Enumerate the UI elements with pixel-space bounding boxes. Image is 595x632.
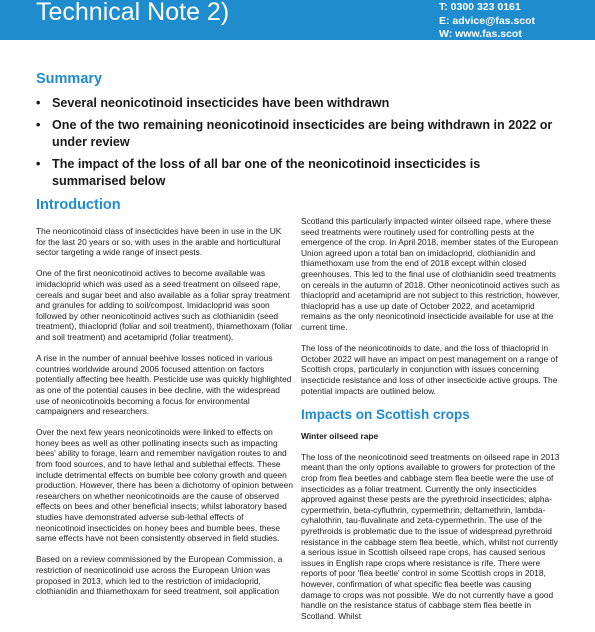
impacts-heading: Impacts on Scottish crops xyxy=(301,406,470,422)
bullet-icon: • xyxy=(36,157,41,171)
summary-bullet-list xyxy=(36,95,556,195)
introduction-heading: Introduction xyxy=(36,197,121,213)
intro-paragraph: The loss of the neonicotinoids to date, and the loss of thiacloprid in October 2022 will have an impact on pest management on a range of Scottish crops, particularly in conjunction with issues concerning insecticide resistance and loss of other insecticide active groups. The potential impacts are outlined below. xyxy=(301,343,558,396)
intro-paragraph: The neonicotinoid class of insecticides have been in use in the UK for the last 20 years or so, with uses in the arable and horticultural sector targeting a wide range of insect pests. xyxy=(36,226,282,258)
contact-block xyxy=(439,1,535,42)
bullet-icon: • xyxy=(36,96,41,110)
intro-paragraph: Scotland this particularly impacted winter oilseed rape, where these seed treatments were routinely used for controlling pests at the emergence of the crop. In April 2018, member states of the European Union agreed upon a total ban on imidacloprid, clothianidin and thiamethoxam use from the end of 2018 except within closed greenhouses. This led to the final use of clothianidin seed treatments on cereals in the autumn of 2018. Other neonicotinoid actives such as thiacloprid and acetamiprid are not subject to this restriction, however, thiacloprid has a use up date of October 2022, and acetamiprid remains as the only neonicotinoid insecticide available for use at the current time. xyxy=(301,216,560,332)
page-title: Technical Note 2) xyxy=(36,0,230,26)
oilseed-rape-subheading: Winter oilseed rape xyxy=(301,430,379,441)
summary-bullet-text: The impact of the loss of all bar one of the neonicotinoid insecticides is summarised below xyxy=(52,157,481,188)
contact-phone: T: 0300 323 0161 xyxy=(439,1,521,13)
intro-paragraph: One of the first neonicotinoid actives to become available was imidacloprid which was used as a seed treatment on oilseed rape, cereals and sugar beet and also available as a foliar spray treatment and granules for adding to soil/compost. Imidacloprid was soon followed by other neonicotinoid actives such as clothianidin (seed treatment), thiacloprid (foliar and soil treatment), thiamethoxam (foliar and soil treatment) and acetamiprid (foliar treatment). xyxy=(36,268,293,342)
summary-bullet xyxy=(36,95,556,112)
summary-bullet xyxy=(36,156,556,190)
intro-paragraph: Over the next few years neonicotinoids were linked to effects on honey bees as well as other pollinating insects such as impacting bees' ability to forage, learn and remember navigation routes to and from food sources, and to have lethal and sublethal effects. These include detrimental effects on bumble bee colony growth and queen production. However, there has been a dichotomy of opinion between researchers on whether neonicotinoids are the cause of observed effects on bees and other beneficial insects; whilst laboratory based studies have demonstrated adverse sub-lethal effects of neonicotinoid insecticides on honey bees and bumble bees, these same effects have not been consistently observed in field studies. xyxy=(36,427,293,544)
intro-paragraph: A rise in the number of annual beehive losses noticed in various countries worldwide around 2006 focused attention on factors potentially affecting bee health. Pesticide use was quickly highlighted as one of the potential causes in bee decline, with the widespread use of neonicotinoids becoming a focus for environmental campaigners and researchers. xyxy=(36,353,292,417)
right-column xyxy=(301,216,562,632)
summary-bullet-text: One of the two remaining neonicotinoid insecticides are being withdrawn in 2022 or under review xyxy=(52,118,553,149)
summary-bullet xyxy=(36,117,556,151)
contact-web: W: www.fas.scot xyxy=(439,28,522,40)
left-column xyxy=(36,226,293,607)
bullet-icon: • xyxy=(36,118,41,132)
summary-heading: Summary xyxy=(36,71,103,87)
intro-paragraph: Based on a review commissioned by the European Commission, a restriction of neonicotinoid use across the European Union was proposed in 2013, which led to the restriction of imidacloprid, clothianidin and thiamethoxam for seed treatment, soil application xyxy=(36,554,283,597)
summary-bullet-text: Several neonicotinoid insecticides have been withdrawn xyxy=(52,96,390,110)
contact-email: E: advice@fas.scot xyxy=(439,14,536,27)
header-bar xyxy=(0,0,595,40)
impacts-paragraph: The loss of the neonicotinoid seed treatments on oilseed rape in 2013 meant than the only options available to growers for protection of the crop from flea beetles and cabbage stem flea beetle were the use of insecticides as a foliar treatment. Currently the only insecticides approved against these pests are the pyrethroid insecticides; alpha-cypermethrin, beta-cyfluthrin, cypermethrin, deltamethrin, lambda-cyhalothrin, tau-fluvalinate and zeta-cypermethrin. The use of the pyrethroids is problematic due to the issue of widespread pyrethroid resistance in the cabbage stem flea beetle, which, whilst not currently a serious issue in Scottish oilseed rape crops, has caused serious issues in English rape crops where resistance is rife. There were reports of poor 'flea beetle' control in some Scottish crops in 2018, however, confirmation of what specific flea beetle was causing damage to crops was not possible. We do not currently have a good handle on the resistance status of cabbage stem flea beetle in Scotland. Whilst xyxy=(301,451,560,621)
